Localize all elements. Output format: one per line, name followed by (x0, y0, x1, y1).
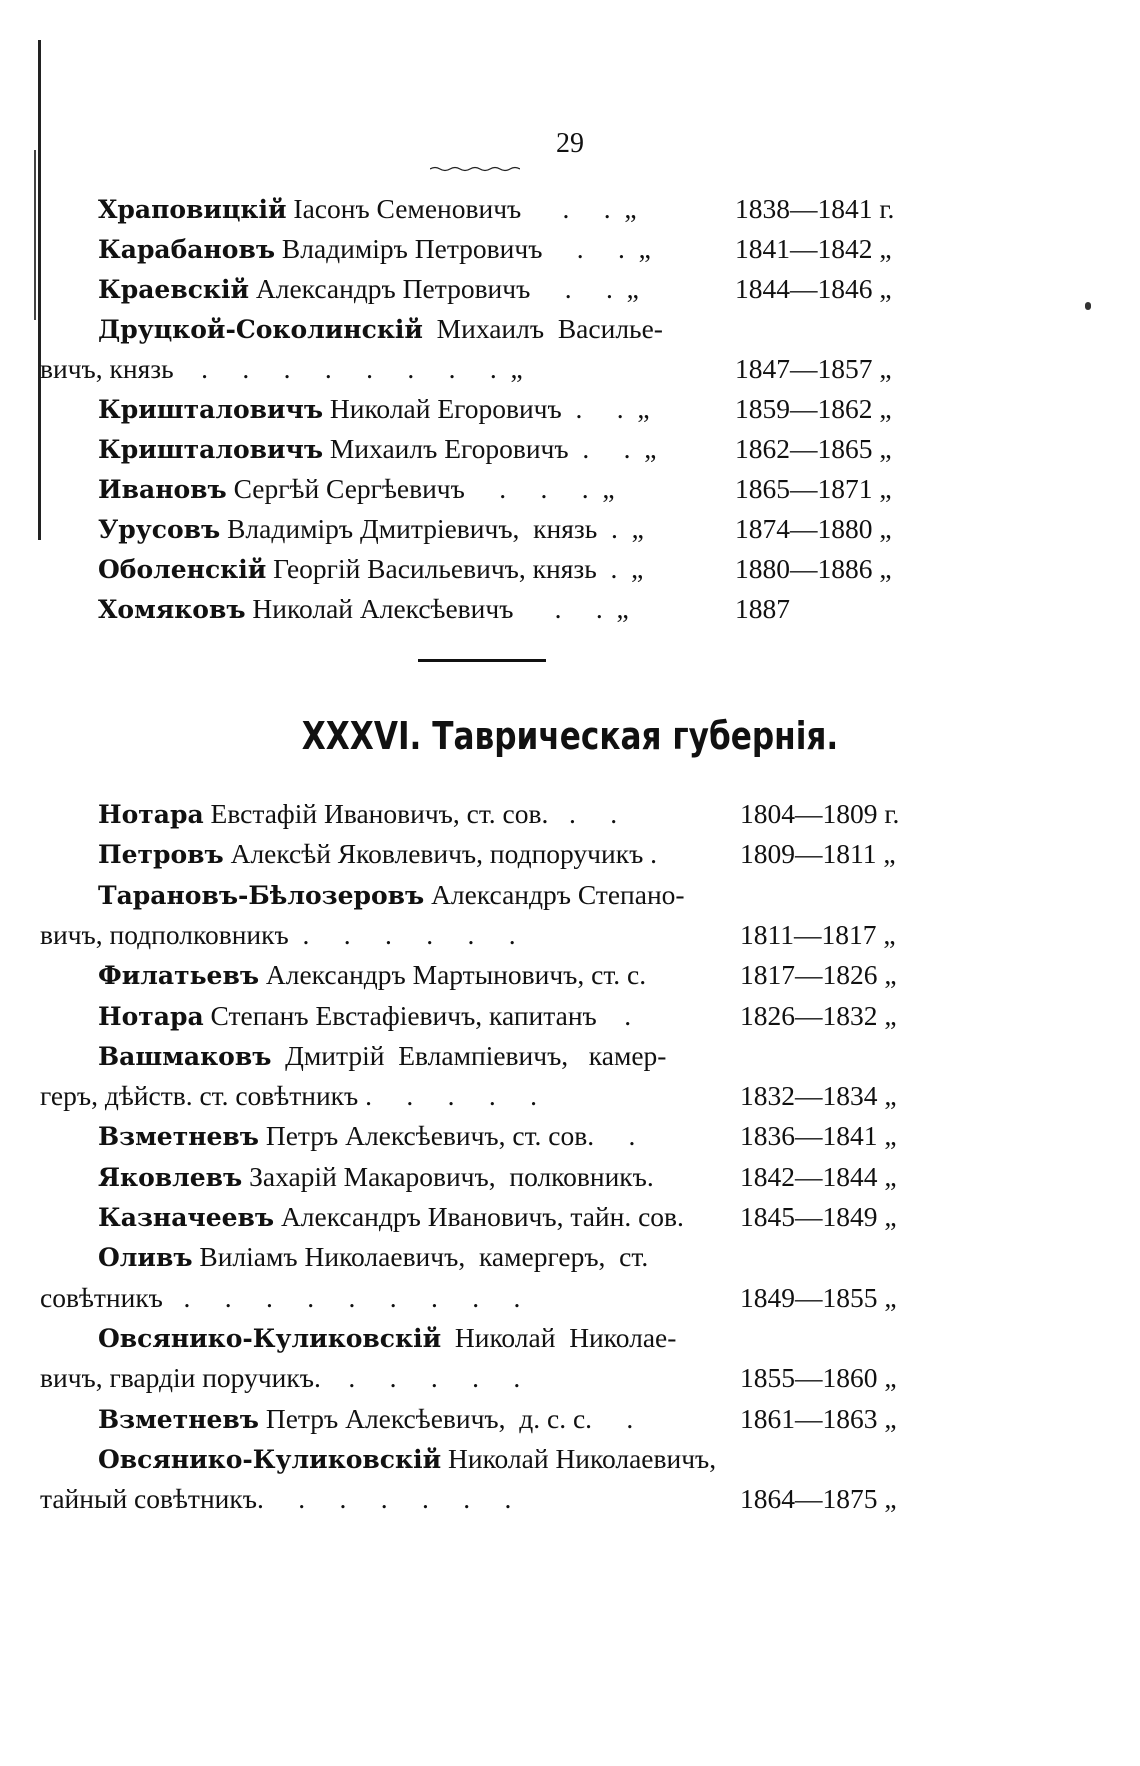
term-years: 1804—1809 г. (740, 798, 900, 829)
entry-line (98, 1321, 676, 1356)
governor-surname: Яковлевъ (98, 1162, 243, 1192)
entry-line (40, 1281, 520, 1315)
entry-line (98, 232, 651, 267)
entry-line (98, 1402, 633, 1437)
governor-details: Александръ Мартыновичъ, ст. с. (259, 959, 647, 991)
term-years: 1841—1842 „ (735, 233, 892, 264)
scan-speck (1085, 302, 1091, 310)
governor-details: Алексѣй Яковлевичъ, подпоручикъ . (223, 838, 658, 870)
scan-edge-line (38, 40, 41, 540)
governor-details: Михаилъ Василье- (422, 313, 663, 344)
governor-details: тайный совѣтникъ. . . . . . . (40, 1483, 512, 1515)
governor-surname: Оболенскій (98, 555, 267, 584)
governor-details: Александръ Степано- (424, 878, 685, 910)
entry-line (98, 1119, 635, 1154)
entry-line (98, 592, 629, 627)
scan-edge-line (34, 150, 36, 320)
entry-line (40, 1079, 537, 1113)
entry-line (98, 552, 643, 587)
governor-details: Петръ Алексѣевичъ, ст. сов. . (258, 1120, 636, 1152)
governor-details: Сергѣй Сергѣевичъ . . . „ (226, 473, 615, 504)
governor-surname: Хомяковъ (98, 595, 246, 624)
entry-line (40, 1361, 520, 1395)
governor-details: Николай Николаевичъ, (441, 1442, 717, 1474)
governor-surname: Кришталовичъ (98, 395, 324, 424)
governor-surname: Вашмаковъ (98, 1041, 272, 1071)
term-years: 1842—1844 „ (740, 1160, 897, 1192)
governor-surname: Храповицкій (98, 195, 287, 224)
governor-details: Александръ Петровичъ . . „ (249, 273, 639, 304)
entry-line (98, 1442, 716, 1477)
governor-details: Николай Егоровичъ . . „ (323, 393, 650, 424)
governor-details: Дмитрій Евлампіевичъ, камер- (271, 1039, 667, 1071)
term-years: 1832—1834 „ (740, 1080, 897, 1112)
term-years: 1862—1865 „ (735, 433, 892, 464)
term-years: 1826—1832 „ (740, 999, 897, 1031)
governor-details: Михаилъ Егоровичъ . . „ (323, 433, 657, 464)
governor-details: вичъ, князь . . . . . . . . „ (40, 353, 523, 384)
governor-details: вичъ, гвардіи поручикъ. . . . . . (40, 1362, 521, 1394)
term-years: 1855—1860 „ (740, 1362, 897, 1394)
governor-details: Іасонъ Семеновичъ . . „ (286, 193, 637, 224)
governor-surname: Нотара (98, 800, 204, 829)
entry-line (98, 1240, 648, 1275)
governor-details: Александръ Ивановичъ, тайн. сов. (274, 1201, 684, 1232)
governor-details: Владиміръ Дмитріевичъ, князь . „ (220, 513, 644, 544)
entry-line (40, 1482, 511, 1516)
governor-details: Виліамъ Николаевичъ, камергеръ, ст. (192, 1241, 649, 1273)
governor-surname: Овсянико-Куликовскій (98, 1323, 442, 1353)
governor-surname: Краевскій (98, 275, 250, 304)
governor-surname: Взметневъ (98, 1404, 259, 1434)
page-number-ornament (430, 166, 520, 172)
governor-surname: Петровъ (98, 840, 224, 870)
term-years: 1811—1817 „ (740, 918, 896, 950)
entry-line (98, 1200, 684, 1235)
term-years: 1861—1863 „ (740, 1402, 897, 1434)
governor-surname: Друцкой-Соколинскій (98, 315, 423, 344)
entry-line (40, 352, 523, 386)
entry-line (40, 918, 516, 952)
term-years: 1809—1811 „ (740, 838, 896, 870)
term-years: 1849—1855 „ (740, 1281, 897, 1313)
entry-line (98, 192, 637, 227)
term-years: 1864—1875 „ (740, 1483, 897, 1515)
entry-line (98, 272, 639, 307)
section-divider-rule (418, 659, 546, 662)
term-years: 1817—1826 „ (740, 959, 897, 991)
governor-surname: Карабановъ (98, 235, 276, 264)
entry-line (98, 797, 617, 832)
governor-surname: Нотара (98, 1001, 204, 1031)
term-years: 1845—1849 „ (740, 1201, 897, 1232)
governor-details: Николай Николае- (441, 1321, 677, 1353)
entry-line (98, 999, 631, 1034)
governor-surname: Урусовъ (98, 515, 221, 544)
entry-line (98, 472, 615, 507)
governor-surname: Взметневъ (98, 1122, 259, 1152)
section-heading: XXXVI. Таврическая губернія. (301, 714, 839, 758)
governor-details: Георгій Васильевичъ, князь . „ (266, 553, 644, 584)
entry-line (98, 1039, 666, 1074)
governor-details: Петръ Алексѣевичъ, д. с. с. . (258, 1402, 634, 1434)
governor-surname: Тарановъ-Бѣлозеровъ (98, 880, 425, 910)
entry-line (98, 837, 657, 872)
governor-details: вичъ, подполковникъ . . . . . . (40, 918, 516, 950)
entry-line (98, 312, 663, 347)
entry-line (98, 432, 656, 467)
term-years: 1836—1841 „ (740, 1120, 897, 1152)
entry-line (98, 1160, 654, 1195)
governor-details: Евстафій Ивановичъ, ст. сов. . . (203, 798, 618, 829)
governor-surname: Ивановъ (98, 475, 227, 504)
term-years: 1874—1880 „ (735, 513, 892, 544)
governor-surname: Оливъ (98, 1243, 193, 1273)
governor-details: Владиміръ Петровичъ . . „ (275, 233, 651, 264)
page-number: 29 (556, 128, 584, 159)
entry-line (98, 392, 650, 427)
entry-line (98, 512, 644, 547)
governor-details: Степанъ Евстафіевичъ, капитанъ . (203, 999, 632, 1031)
term-years: 1880—1886 „ (735, 553, 892, 584)
term-years: 1844—1846 „ (735, 273, 892, 304)
governor-surname: Филатьевъ (98, 961, 259, 991)
governor-surname: Кришталовичъ (98, 435, 324, 464)
governor-details: совѣтникъ . . . . . . . . . (40, 1281, 521, 1313)
term-years: 1887 (735, 593, 790, 624)
governor-surname: Овсянико-Куликовскій (98, 1444, 442, 1474)
term-years: 1865—1871 „ (735, 473, 892, 504)
term-years: 1847—1857 „ (735, 353, 892, 384)
governor-surname: Казначеевъ (98, 1203, 275, 1232)
term-years: 1838—1841 г. (735, 193, 895, 224)
entry-line (98, 958, 646, 993)
governor-details: Захарій Макаровичъ, полковникъ. (242, 1160, 654, 1192)
entry-line (98, 878, 685, 913)
governor-details: Николай Алексѣевичъ . . „ (245, 593, 629, 624)
governor-details: геръ, дѣйств. ст. совѣтникъ . . . . . (40, 1080, 538, 1112)
term-years: 1859—1862 „ (735, 393, 892, 424)
